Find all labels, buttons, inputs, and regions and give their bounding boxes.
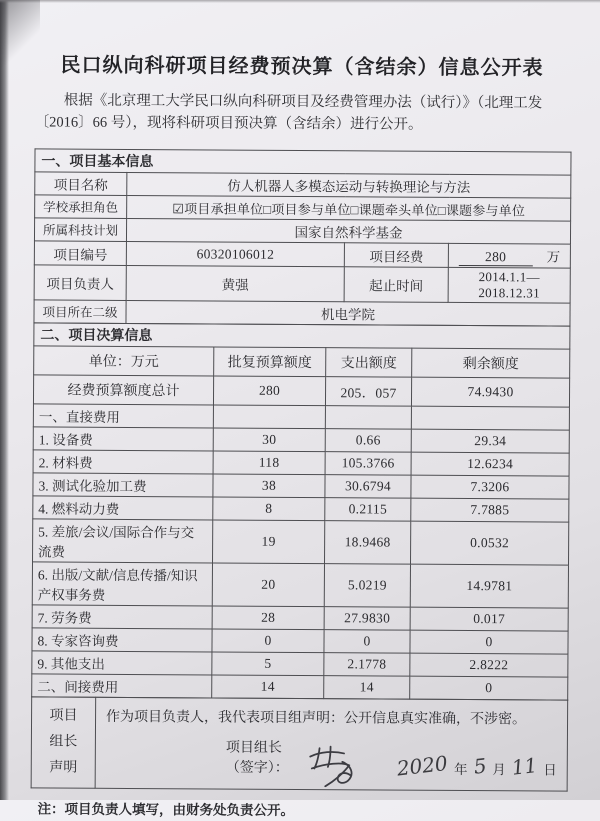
- section2-heading: 二、项目决算信息: [34, 323, 570, 349]
- project-name-label: 项目名称: [35, 172, 127, 196]
- spent-cell: 0.2115: [325, 498, 411, 522]
- spent-cell: 30.6794: [325, 475, 411, 499]
- date-month-handwritten: 5: [472, 753, 488, 779]
- remain-cell: [411, 406, 569, 430]
- spent-cell: 18.9468: [325, 521, 411, 565]
- budget-row-label: 经费预算额度总计: [33, 375, 213, 405]
- remain-cell: 7.7885: [411, 498, 569, 522]
- budget-cell: 20: [212, 563, 324, 607]
- budget-cell: 14: [212, 675, 324, 699]
- declaration-row: [31, 697, 568, 791]
- budget-row: [33, 496, 569, 522]
- date-day-unit: 日: [543, 762, 557, 778]
- signature-ink: [303, 743, 377, 787]
- remain-cell: 29.34: [411, 429, 569, 453]
- photo-edge-shadow-left: [0, 0, 9, 800]
- funds-amount: 280: [459, 249, 533, 266]
- budget-row: [33, 519, 569, 565]
- col-header-budget: 批复预算额度: [214, 347, 326, 377]
- budget-row-label: 2. 材料费: [33, 450, 213, 474]
- remain-cell: 2.8222: [410, 653, 568, 677]
- budget-cell: 5: [212, 652, 324, 676]
- date-year-unit: 年: [454, 762, 468, 778]
- budget-row: [32, 605, 568, 631]
- date-year-handwritten: 2020: [395, 750, 450, 781]
- spent-cell: 205．057: [325, 377, 411, 407]
- intro-paragraph: 根据《北京理工大学民口纵向科研项目及经费管理办法（试行）》（北理工发〔2016〕66 号），现将科研项目预决算（含结余）进行公开。: [34, 92, 543, 133]
- budget-cell: 30: [213, 428, 325, 452]
- program-value: 国家自然科学基金: [126, 218, 570, 244]
- funds-unit: 万: [546, 249, 561, 265]
- budget-row: [32, 562, 568, 608]
- project-name-value: 仿人机器人多模态运动与转换理论与方法: [127, 173, 571, 199]
- remain-cell: 74.9430: [411, 377, 569, 407]
- remain-cell: 12.6234: [411, 452, 569, 476]
- spent-cell: 27.9830: [324, 607, 410, 631]
- program-label: 所属科技计划: [34, 218, 126, 242]
- leader-row: [34, 265, 570, 303]
- spent-cell: 2.1778: [324, 653, 410, 677]
- budget-row-label: 8. 专家咨询费: [32, 628, 212, 652]
- declaration-table: [31, 696, 569, 791]
- program-row: [34, 218, 570, 244]
- basic-info-table: [33, 148, 571, 326]
- project-number-label: 项目编号: [34, 241, 126, 266]
- period-label: 起止时间: [344, 267, 448, 303]
- date-month-unit: 月: [492, 762, 506, 778]
- project-number-value: 60320106012: [126, 241, 344, 266]
- budget-cell: 118: [213, 451, 325, 475]
- spent-cell: 105.3766: [325, 452, 411, 476]
- budget-cell: 19: [213, 520, 325, 564]
- budget-row-label: 6. 出版/文献/信息传播/知识产权事务费: [32, 562, 212, 606]
- budget-row-label: 9. 其他支出: [32, 651, 212, 675]
- unit-header: 单位：万元: [34, 346, 214, 376]
- remain-cell: 14.9781: [410, 564, 568, 608]
- budget-row-label: 3. 测试化验加工费: [33, 473, 213, 497]
- budget-cell: 28: [212, 606, 324, 630]
- budget-row-label: 二、间接费用: [32, 674, 212, 698]
- budget-row-label: 4. 燃料动力费: [33, 496, 213, 520]
- form-title: 民口纵向科研项目经费预决算（含结余）信息公开表: [60, 54, 544, 80]
- date-day-handwritten: 11: [510, 753, 539, 780]
- funds-value-cell: [448, 243, 570, 268]
- spent-cell: 0.66: [325, 429, 411, 453]
- budget-row-total: [33, 375, 569, 407]
- role-row: [35, 195, 571, 221]
- signature-date: [395, 750, 557, 781]
- role-label: 学校承担角色: [35, 195, 127, 219]
- declaration-label: [31, 697, 96, 788]
- signature-label: 项目组长（签字）：: [225, 740, 289, 777]
- dept-value: 机电学院: [126, 300, 570, 326]
- photo-edge-shadow-corner: [0, 0, 40, 70]
- remain-cell: 0: [410, 630, 568, 654]
- budget-row-label: 5. 差旅/会议/国际合作与交流费: [33, 519, 213, 563]
- budget-row: [32, 628, 568, 654]
- section1-heading: 一、项目基本信息: [35, 149, 571, 175]
- budget-row-label: 1. 设备费: [33, 427, 213, 451]
- declaration-statement: 作为项目负责人，我代表项目组声明：公开信息真实准确，不涉密。: [106, 709, 527, 728]
- project-name-row: [35, 172, 571, 198]
- remain-cell: 7.3206: [411, 475, 569, 499]
- budget-table: [31, 322, 570, 700]
- budget-row-label: 一、直接费用: [33, 404, 213, 428]
- spent-cell: 5.0219: [324, 564, 410, 608]
- budget-row: [33, 450, 569, 476]
- budget-cell: 0: [212, 629, 324, 653]
- period-value: 2014.1.1—2018.12.31: [448, 267, 570, 303]
- budget-cell: [213, 405, 325, 429]
- budget-row-direct-group: [33, 404, 569, 430]
- budget-cell: 38: [213, 474, 325, 498]
- basic-info-heading-row: [35, 149, 571, 175]
- role-checkbox-line: ☑项目承担单位□项目参与单位□课题牵头单位□课题参与单位: [127, 196, 571, 222]
- photo-edge-shadow-top: [0, 0, 600, 3]
- remain-cell: 0.0532: [410, 521, 568, 565]
- leader-value: 黄强: [126, 265, 344, 301]
- budget-row: [33, 473, 569, 499]
- dept-label: 项目所在二级: [34, 300, 126, 324]
- budget-row: [33, 427, 569, 453]
- declaration-label-line: 组长: [49, 734, 78, 750]
- col-header-spent: 支出额度: [326, 348, 412, 378]
- spent-cell: [325, 406, 411, 430]
- budget-cell: 8: [213, 497, 325, 521]
- leader-label: 项目负责人: [34, 265, 126, 301]
- signature-scribble: [303, 743, 377, 787]
- declaration-label-line: 声明: [49, 760, 78, 776]
- budget-header-row: [34, 346, 570, 378]
- budget-cell: 280: [213, 376, 325, 406]
- budget-row: [32, 651, 568, 677]
- footnote: 注：项目负责人填写，由财务处负责公开。: [37, 801, 295, 819]
- declaration-content: [95, 697, 568, 791]
- remain-cell: 0.017: [410, 607, 568, 631]
- budget-row-label: 7. 劳务费: [32, 605, 212, 629]
- spent-cell: 14: [324, 676, 410, 700]
- spent-cell: 0: [324, 630, 410, 654]
- col-header-remain: 剩余额度: [412, 348, 570, 378]
- number-row: [34, 241, 570, 268]
- remain-cell: 0: [410, 676, 568, 700]
- declaration-label-line: 项目: [49, 708, 78, 724]
- signature-line: [226, 737, 557, 779]
- funds-label: 项目经费: [344, 243, 448, 268]
- budget-heading-row: [34, 323, 570, 349]
